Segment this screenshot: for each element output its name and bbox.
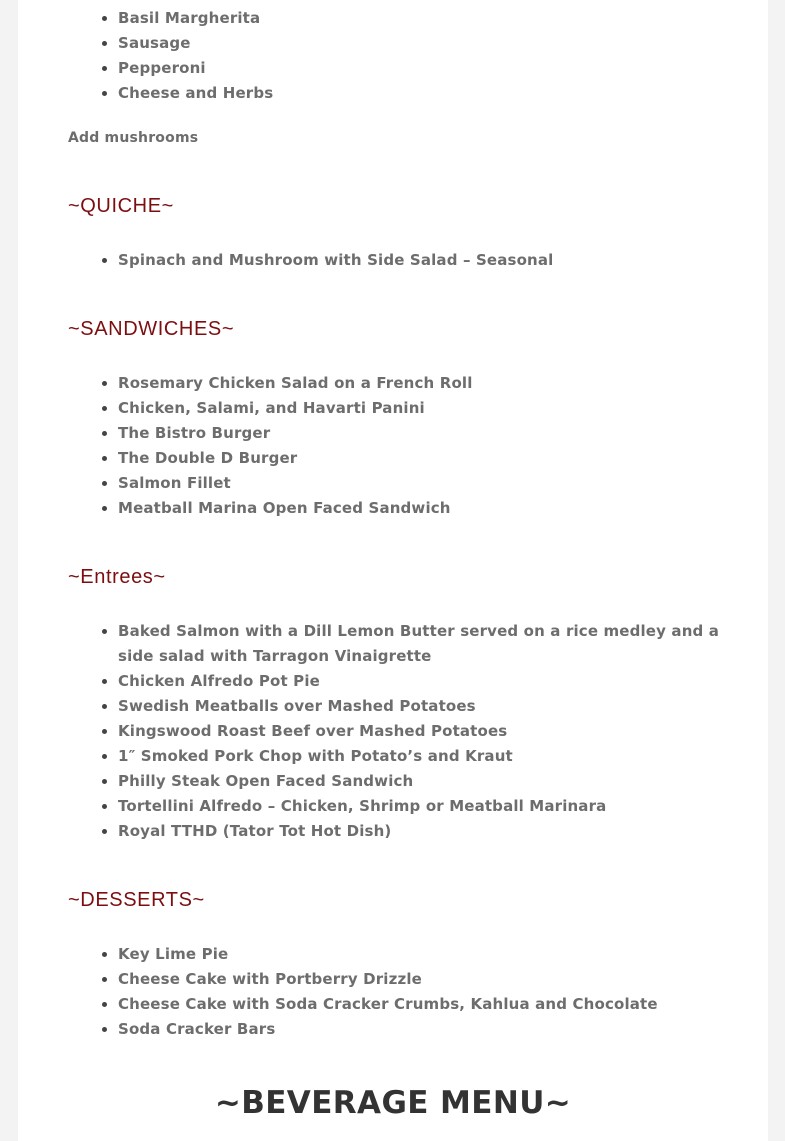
list-item: • Swedish Meatballs over Mashed Potatoes	[118, 694, 728, 719]
list-item: • Meatball Marina Open Faced Sandwich	[118, 496, 728, 521]
sandwiches-section	[68, 371, 728, 521]
quiche-list	[68, 248, 728, 273]
list-item: • Salmon Fillet	[118, 471, 728, 496]
list-item: • Baked Salmon with a Dill Lemon Butter served on a rice medley and a side salad with Tarragon Vinaigrette	[118, 619, 728, 669]
entrees-list	[68, 619, 728, 844]
entrees-section	[68, 619, 728, 844]
list-item: • Chicken, Salami, and Havarti Panini	[118, 396, 728, 421]
list-item: • Cheese Cake with Soda Cracker Crumbs, Kahlua and Chocolate	[118, 992, 728, 1017]
list-item: • Sausage	[118, 31, 728, 56]
menu-page	[18, 0, 768, 1141]
list-item: • Spinach and Mushroom with Side Salad – Seasonal	[118, 248, 728, 273]
list-item: • Cheese and Herbs	[118, 81, 728, 106]
list-item: • The Bistro Burger	[118, 421, 728, 446]
list-item: • Cheese Cake with Portberry Drizzle	[118, 967, 728, 992]
desserts-section	[68, 942, 728, 1042]
pizza-list	[68, 6, 728, 106]
pizza-section	[68, 6, 728, 106]
list-item: • Tortellini Alfredo – Chicken, Shrimp or Meatball Marinara	[118, 794, 728, 819]
list-item: • Key Lime Pie	[118, 942, 728, 967]
sandwiches-heading: ~SANDWICHES~	[68, 318, 235, 340]
entrees-heading: ~Entrees~	[68, 566, 166, 588]
quiche-heading: ~QUICHE~	[68, 195, 174, 217]
list-item: • Rosemary Chicken Salad on a French Roll	[118, 371, 728, 396]
list-item: • Philly Steak Open Faced Sandwich	[118, 769, 728, 794]
list-item: • The Double D Burger	[118, 446, 728, 471]
list-item: • Pepperoni	[118, 56, 728, 81]
list-item: • 1″ Smoked Pork Chop with Potato’s and Kraut	[118, 744, 728, 769]
pizza-note: Add mushrooms	[68, 130, 199, 146]
desserts-heading: ~DESSERTS~	[68, 889, 205, 911]
list-item: • Basil Margherita	[118, 6, 728, 31]
desserts-list	[68, 942, 728, 1042]
quiche-section	[68, 248, 728, 273]
list-item: • Chicken Alfredo Pot Pie	[118, 669, 728, 694]
beverage-menu-heading: ~BEVERAGE MENU~	[214, 1085, 572, 1121]
list-item: • Soda Cracker Bars	[118, 1017, 728, 1042]
list-item: • Royal TTHD (Tator Tot Hot Dish)	[118, 819, 728, 844]
list-item: • Kingswood Roast Beef over Mashed Potatoes	[118, 719, 728, 744]
sandwiches-list	[68, 371, 728, 521]
